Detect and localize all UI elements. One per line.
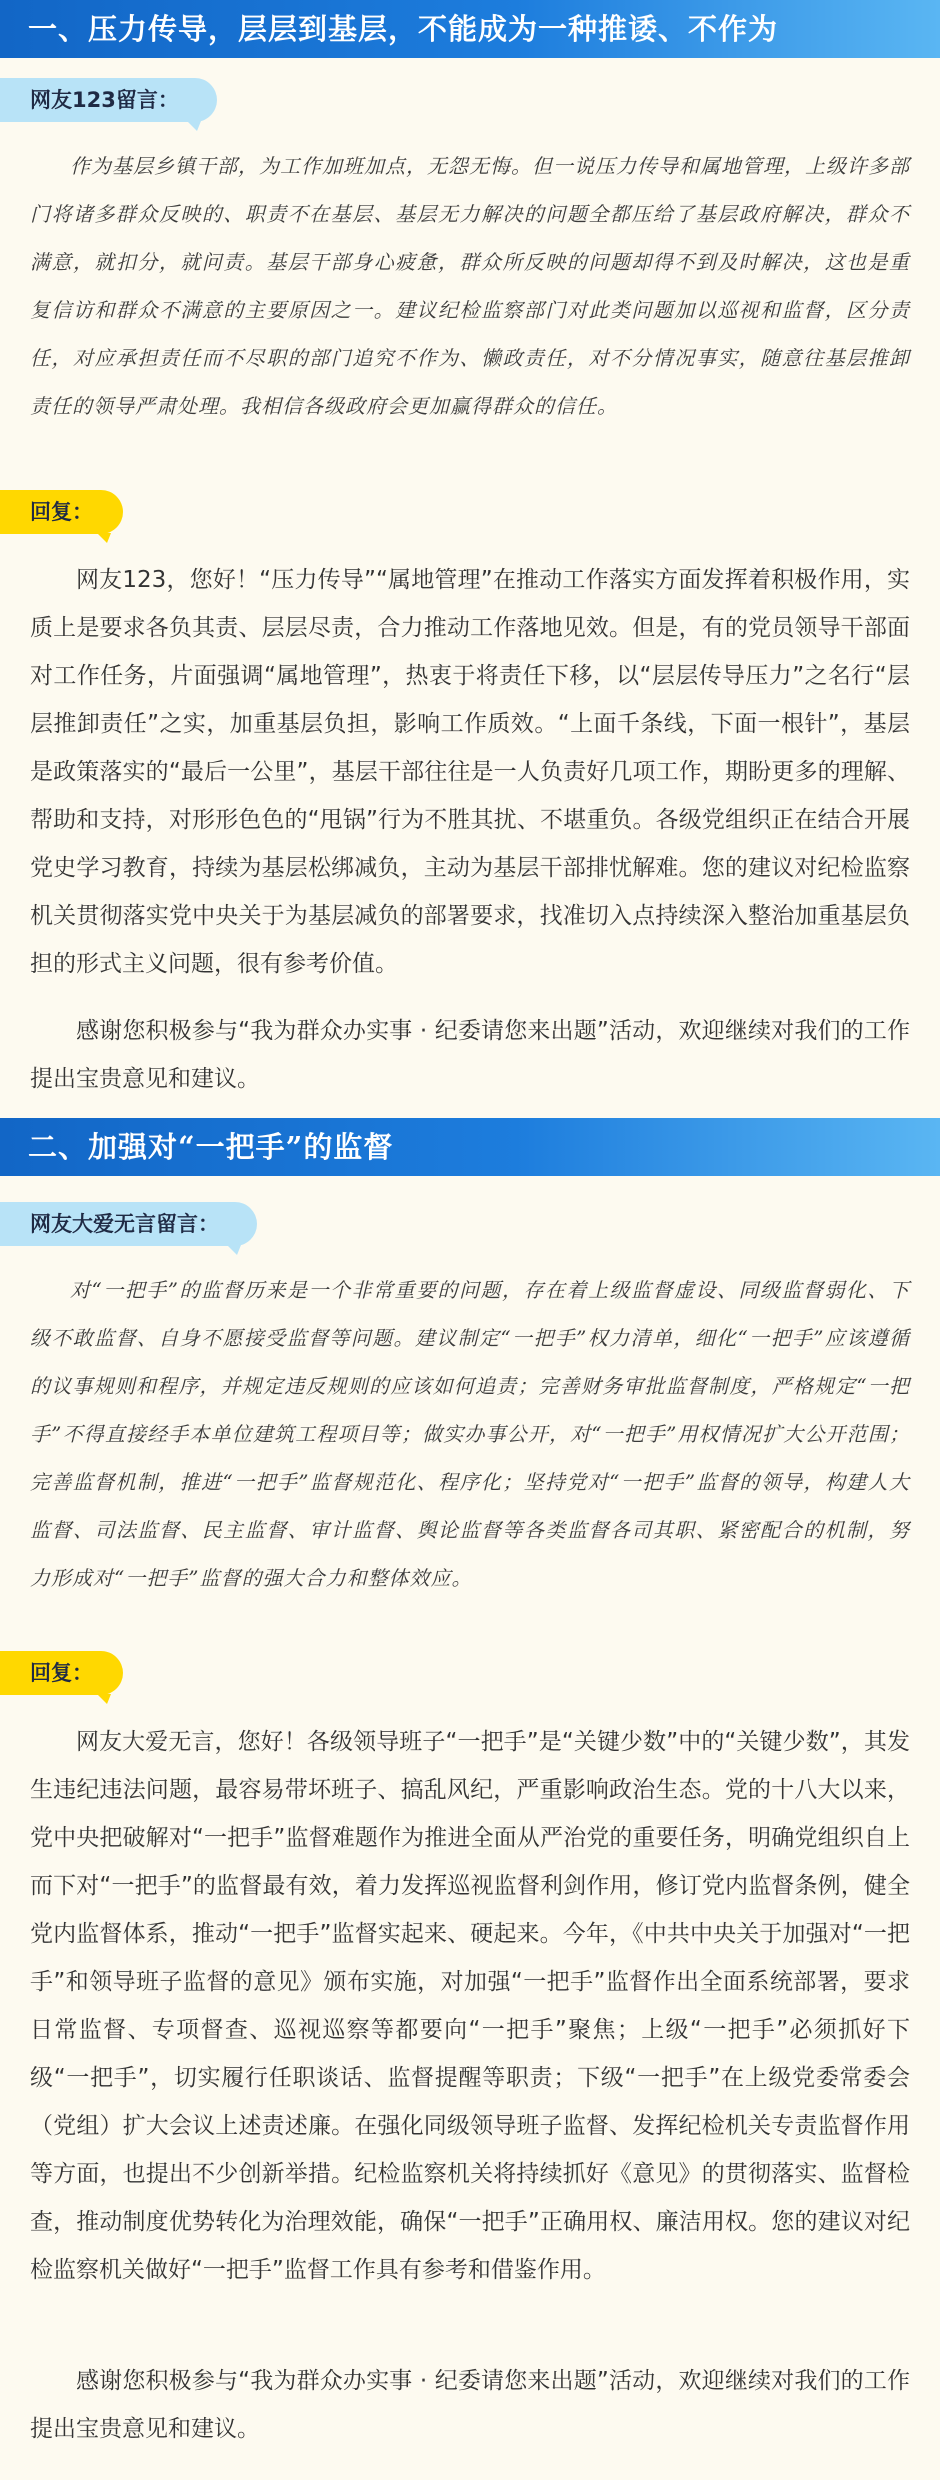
section-2-thanks: 感谢您积极参与“我为群众办实事 · 纪委请您来出题”活动，欢迎继续对我们的工作提出宝贵意见和建议。 (30, 2368, 910, 2442)
section-2-reply-label: 回复： (0, 1651, 123, 1695)
section-1-reply: 网友123，您好！“压力传导”“属地管理”在推动工作落实方面发挥着积极作用，实质上是要求各负其责、层层尽责，合力推动工作落地见效。但是，有的党员领导干部面对工作任务，片面强调“属地管理”，热衷于将责任下移，以“层层传导压力”之名行“层层推卸责任”之实，加重基层负担，影响工作质效。“上面千条线，下面一根针”，基层是政策落实的“最后一公里”，基层干部往往是一人负责好几项工作，期盼更多的理解、帮助和支持，对形形色色的“甩锅”行为不胜其扰、不堪重负。各级党组织正在结合开展党史学习教育，持续为基层松绑减负，主动为基层干部排忧解难。您的建议对纪检监察机关贯彻落实党中央关于为基层减负的部署要求，找准切入点持续深入整治加重基层负担的形式主义问题，很有参考价值。 (30, 567, 910, 977)
section-2-reply: 网友大爱无言，您好！各级领导班子“一把手”是“关键少数”中的“关键少数”，其发生违纪违法问题，最容易带坏班子、搞乱风纪，严重影响政治生态。党的十八大以来，党中央把破解对“一把手”监督难题作为推进全面从严治党的重要任务，明确党组织自上而下对“一把手”的监督最有效，着力发挥巡视监督利剑作用，修订党内监督条例，健全党内监督体系，推动“一把手”监督实起来、硬起来。今年，《中共中央关于加强对“一把手”和领导班子监督的意见》颁布实施，对加强“一把手”监督作出全面系统部署，要求日常监督、专项督查、巡视巡察等都要向“一把手”聚焦；上级“一把手”必须抓好下级“一把手”，切实履行任职谈话、监督提醒等职责；下级“一把手”在上级党委常委会（党组）扩大会议上述责述廉。在强化同级领导班子监督、发挥纪检机关专责监督作用等方面，也提出不少创新举措。纪检监察机关将持续抓好《意见》的贯彻落实、监督检查，推动制度优势转化为治理效能，确保“一把手”正确用权、廉洁用权。您的建议对纪检监察机关做好“一把手”监督工作具有参考和借鉴作用。 (30, 1729, 910, 2283)
section-1-thanks: 感谢您积极参与“我为群众办实事 · 纪委请您来出题”活动，欢迎继续对我们的工作提出宝贵意见和建议。 (30, 1018, 910, 1092)
section-1-heading: 一、压力传导，层层到基层，不能成为一种推诿、不作为 (0, 0, 940, 58)
section-1-message: 作为基层乡镇干部，为工作加班加点，无怨无悔。但一说压力传导和属地管理，上级许多部门将诸多群众反映的、职责不在基层、基层无力解决的问题全都压给了基层政府解决，群众不满意，就扣分，就问责。基层干部身心疲惫，群众所反映的问题却得不到及时解决，这也是重复信访和群众不满意的主要原因之一。建议纪检监察部门对此类问题加以巡视和监督，区分责任，对应承担责任而不尽职的部门追究不作为、懒政责任，对不分情况事实，随意往基层推卸责任的领导严肃处理。我相信各级政府会更加赢得群众的信任。 (30, 154, 910, 418)
section-2-user-label: 网友大爱无言留言： (0, 1202, 257, 1246)
section-2-message: 对“一把手”的监督历来是一个非常重要的问题，存在着上级监督虚设、同级监督弱化、下级不敢监督、自身不愿接受监督等问题。建议制定“一把手”权力清单，细化“一把手”应该遵循的议事规则和程序，并规定违反规则的应该如何追责；完善财务审批监督制度，严格规定“一把手”不得直接经手本单位建筑工程项目等；做实办事公开，对“一把手”用权情况扩大公开范围；完善监督机制，推进“一把手”监督规范化、程序化；坚持党对“一把手”监督的领导，构建人大监督、司法监督、民主监督、审计监督、舆论监督等各类监督各司其职、紧密配合的机制，努力形成对“一把手”监督的强大合力和整体效应。 (30, 1278, 910, 1590)
section-1-user-label: 网友123留言： (0, 78, 217, 122)
section-1-reply-label: 回复： (0, 490, 123, 534)
section-2-heading: 二、加强对“一把手”的监督 (0, 1118, 940, 1176)
